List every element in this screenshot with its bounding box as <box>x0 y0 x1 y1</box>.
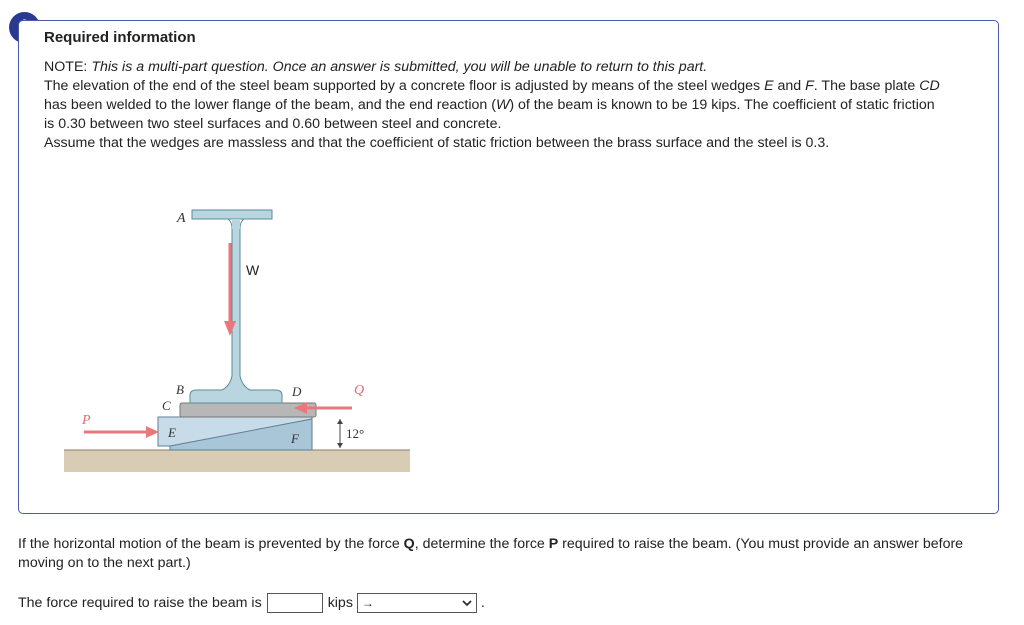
question-part: , determine the force <box>414 536 549 552</box>
problem-statement <box>44 58 944 153</box>
beam-bottom-flange <box>190 228 282 403</box>
direction-select[interactable] <box>357 593 477 613</box>
concrete-floor <box>64 450 410 472</box>
beam-web-fill <box>232 219 240 229</box>
p1-text: and <box>773 78 806 94</box>
angle-marker-top <box>337 419 343 424</box>
p1-text: The elevation of the end of the steel beam supported by a concrete floor is adjusted by means of the steel wedges <box>44 78 765 94</box>
label-W: W <box>246 262 260 278</box>
answer-unit: kips <box>327 595 353 611</box>
question-text <box>18 535 1003 573</box>
note-label: NOTE: <box>44 59 88 75</box>
angle-marker-bottom <box>337 443 343 448</box>
label-P: P <box>82 413 91 428</box>
label-E: E <box>168 425 176 440</box>
label-C: C <box>162 398 171 413</box>
note-line <box>44 58 944 77</box>
p1-text: ) of the beam is known to be 19 kips. The coefficient of static friction is 0.30 between two steel surfaces and 0.60 between steel and concrete. <box>44 97 935 132</box>
paragraph-1 <box>44 77 944 134</box>
question-part: If the horizontal motion of the beam is prevented by the force <box>18 536 404 552</box>
chevron-down-icon <box>462 599 472 607</box>
force-P-arrowhead <box>146 426 159 438</box>
beam-top-flange <box>192 210 272 219</box>
label-F: F <box>291 431 299 446</box>
label-A: A <box>177 211 186 226</box>
angle-label: 12° <box>346 426 365 441</box>
force-answer-input[interactable] <box>267 593 323 613</box>
note-text: This is a multi-part question. Once an answer is submitted, you will be unable to return to this part. <box>91 59 708 75</box>
p1-E: E <box>764 78 774 94</box>
label-B: B <box>176 382 184 397</box>
p1-text: . The base plate <box>813 78 920 94</box>
direction-selected-value: → <box>361 596 374 610</box>
label-D: D <box>292 384 302 399</box>
question-Q: Q <box>403 536 415 552</box>
info-title: Required information <box>44 29 196 46</box>
answer-prefix: The force required to raise the beam is <box>18 595 262 611</box>
paragraph-2: Assume that the wedges are massless and that the coefficient of static friction between the brass surface and the steel is 0.3. <box>44 135 830 151</box>
p1-F: F <box>805 78 814 94</box>
label-Q: Q <box>354 383 365 398</box>
beam-wedge-figure <box>62 198 414 478</box>
question-P: P <box>548 536 559 552</box>
p1-CD: CD <box>919 78 940 94</box>
answer-row <box>18 592 485 614</box>
p1-text: has been welded to the lower flange of the beam, and the end reaction ( <box>44 97 496 113</box>
p1-W: W <box>495 97 510 113</box>
question-part: required to raise the beam. (You must provide an answer before moving on to the next part.) <box>18 536 964 571</box>
base-plate-CD <box>180 403 316 417</box>
answer-period: . <box>480 595 485 611</box>
